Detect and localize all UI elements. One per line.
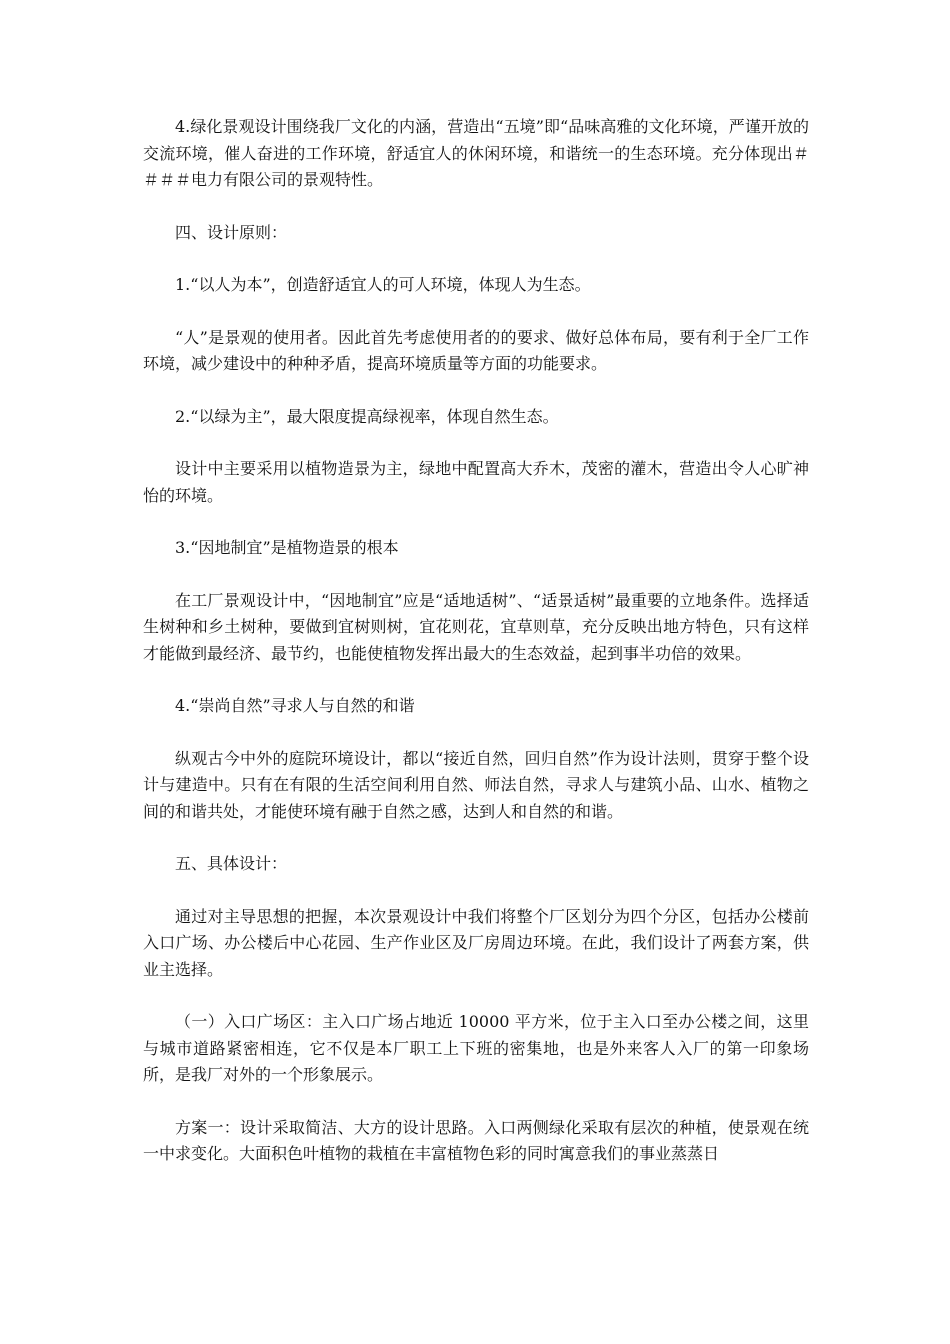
document-page [143,114,809,1168]
principle-1-body: “人”是景观的使用者。因此首先考虑使用者的的要求、做好总体布局，要有利于全厂工作环境，减少建设中的种种矛盾，提高环境质量等方面的功能要求。 [143,327,809,373]
heading-specific-design: 五、具体设计： [175,854,288,873]
paragraph-landscape-five-environments: 4.绿化景观设计围绕我厂文化的内涵，营造出“五境”即“品味高雅的文化环境，严谨开放的交流环境，催人奋进的工作环境，舒适宜人的休闲环境，和谐统一的生态环境。充分体现出＃＃＃＃电力有限公司的景观特性。 [143,117,809,189]
principle-2-heading: 2.“以绿为主”，最大限度提高绿视率，体现自然生态。 [175,406,559,426]
heading-design-principles: 四、设计原则： [175,222,288,242]
principle-4-heading: 4.“崇尚自然”寻求人与自然的和谐 [175,696,415,715]
principle-1-heading: 1.“以人为本”，创造舒适宜人的可人环境，体现人为生态。 [175,275,591,294]
principle-3-body: 在工厂景观设计中，“因地制宜”应是“适地适树”、“适景适树”最重要的立地条件。选择适生树种和乡土树种，要做到宜树则树，宜花则花，宜草则草，充分反映出地方特色，只有这样才能做到最经济、最节约，也能使植物发挥出最大的生态效益，起到事半功倍的效果。 [143,590,809,663]
principle-2-body: 设计中主要采用以植物造景为主，绿地中配置高大乔木，茂密的灌木，营造出令人心旷神怡的环境。 [143,459,809,505]
plan-one-body: 方案一：设计采取简洁、大方的设计思路。入口两侧绿化采取有层次的种植，使景观在统一中求变化。大面积色叶植物的栽植在丰富植物色彩的同时寓意我们的事业蒸蒸日 [143,1117,809,1163]
principle-3-heading: 3.“因地制宜”是植物造景的根本 [175,538,399,557]
specific-design-body: 通过对主导思想的把握，本次景观设计中我们将整个厂区划分为四个分区，包括办公楼前入口广场、办公楼后中心花园、生产作业区及厂房周边环境。在此，我们设计了两套方案，供业主选择。 [143,906,809,979]
entrance-plaza-section: （一）入口广场区：主入口广场占地近 10000 平方米，位于主入口至办公楼之间，这里与城市道路紧密相连，它不仅是本厂职工上下班的密集地，也是外来客人入厂的第一印象场所，是我厂对外的一个形象展示。 [143,1012,809,1084]
principle-4-body: 纵观古今中外的庭院环境设计，都以“接近自然，回归自然”作为设计法则，贯穿于整个设计与建造中。只有在有限的生活空间利用自然、师法自然，寻求人与建筑小品、山水、植物之间的和谐共处，才能使环境有融于自然之感，达到人和自然的和谐。 [143,748,809,821]
